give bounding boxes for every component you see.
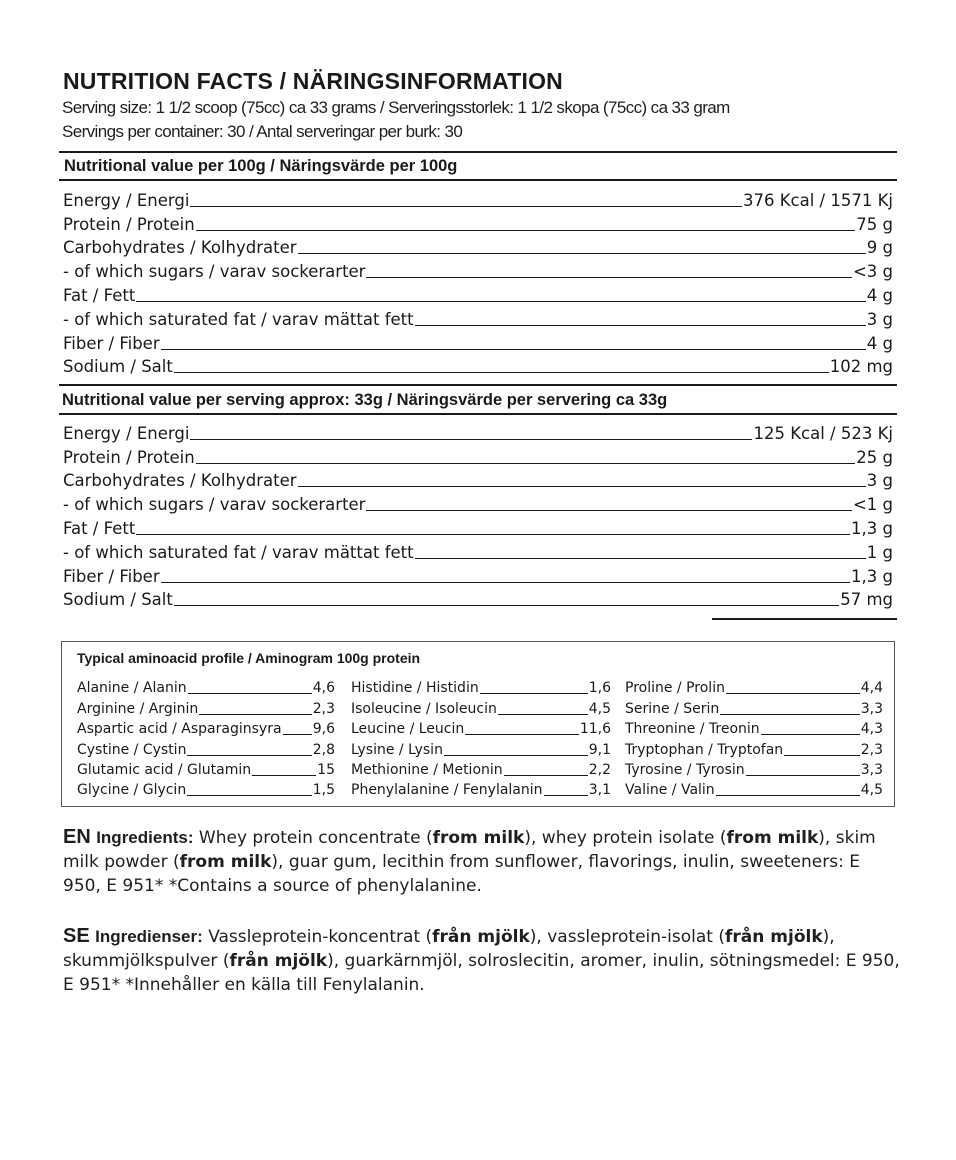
leader-line <box>784 755 860 756</box>
amino-column-1 <box>77 677 335 799</box>
aminoacid-row <box>625 718 883 738</box>
aminoacid-label: Isoleucine / Isoleucin <box>351 700 497 717</box>
leader-line <box>415 325 866 326</box>
nutrient-value: 1,3 g <box>851 566 893 586</box>
nutrient-value: 75 g <box>856 214 893 234</box>
nutrient-label: Fiber / Fiber <box>63 566 160 586</box>
nutrient-value: 57 mg <box>840 590 893 610</box>
allergen-highlight: från mjölk <box>229 951 328 971</box>
amino-column-3 <box>625 677 883 799</box>
aminoacid-value: 15 <box>317 761 335 778</box>
language-code-se: SE <box>63 925 90 947</box>
nutrient-row <box>63 353 893 377</box>
nutrient-row <box>63 586 893 610</box>
leader-line <box>136 301 865 302</box>
aminoacid-value: 1,6 <box>588 680 611 697</box>
allergen-highlight: från mjölk <box>432 927 530 947</box>
leader-line <box>190 439 752 440</box>
divider <box>59 179 897 181</box>
nutrient-row <box>63 467 893 491</box>
nutrient-row <box>63 562 893 586</box>
leader-line <box>190 206 742 207</box>
leader-line <box>720 714 859 715</box>
nutrient-value: 3 g <box>866 309 893 329</box>
divider <box>59 384 897 386</box>
aminoacid-value: 4,4 <box>860 680 883 697</box>
aminoacid-value: 1,5 <box>312 782 335 799</box>
leader-line <box>366 510 851 511</box>
leader-line <box>504 775 588 776</box>
aminoacid-row <box>351 738 611 758</box>
nutrient-row <box>63 305 893 329</box>
leader-line <box>161 582 850 583</box>
nutrient-label: - of which saturated fat / varav mättat fett <box>63 309 414 329</box>
aminoacid-label: Methionine / Metionin <box>351 761 503 778</box>
per-serving-table <box>63 419 893 609</box>
leader-line <box>174 605 839 606</box>
nutrient-row <box>63 234 893 258</box>
leader-line <box>188 693 312 694</box>
leader-line <box>174 372 829 373</box>
leader-line <box>283 734 312 735</box>
nutrient-label: Energy / Energi <box>63 423 190 443</box>
aminoacid-label: Tyrosine / Tyrosin <box>625 761 745 778</box>
aminoacid-label: Proline / Prolin <box>625 680 725 697</box>
leader-line <box>415 558 866 559</box>
aminoacid-row <box>351 677 611 697</box>
aminoacid-value: 11,6 <box>579 721 611 738</box>
aminoacid-row <box>351 759 611 779</box>
nutrient-label: Fat / Fett <box>63 518 136 538</box>
leader-line <box>196 463 856 464</box>
aminoacid-row <box>625 677 883 697</box>
ingredients-text: ), vassleprotein-isolat ( <box>529 927 725 947</box>
amino-column-2 <box>351 677 611 799</box>
ingredients-text: ), whey protein isolate ( <box>524 828 727 848</box>
nutrient-row <box>63 419 893 443</box>
serving-size: Serving size: 1 1/2 scoop (75cc) ca 33 grams / Serveringsstorlek: 1 1/2 skopa (75cc) ca 33 gram <box>62 98 730 117</box>
ingredients-text: Whey protein concentrate ( <box>193 828 433 848</box>
nutrient-row <box>63 443 893 467</box>
servings-per-container: Servings per container: 30 / Antal serveringar per burk: 30 <box>62 122 463 141</box>
nutrient-value: 125 Kcal / 523 Kj <box>753 423 893 443</box>
aminoacid-title: Typical aminoacid profile / Aminogram 100g protein <box>77 650 421 666</box>
aminoacid-label: Threonine / Treonin <box>625 721 760 738</box>
nutrient-label: Carbohydrates / Kolhydrater <box>63 471 297 491</box>
aminoacid-row <box>625 697 883 717</box>
nutrient-value: <3 g <box>852 262 893 282</box>
allergen-highlight: från mjölk <box>725 927 823 947</box>
per-serving-heading: Nutritional value per serving approx: 33g / Näringsvärde per servering ca 33g <box>62 391 668 409</box>
aminoacid-row <box>77 718 335 738</box>
nutrient-value: 4 g <box>866 333 893 353</box>
leader-line <box>298 253 866 254</box>
aminoacid-row <box>351 718 611 738</box>
nutrient-row <box>63 329 893 353</box>
leader-line <box>726 693 860 694</box>
aminoacid-label: Phenylalanine / Fenylalanin <box>351 782 543 799</box>
leader-line <box>298 486 866 487</box>
aminoacid-label: Arginine / Arginin <box>77 700 199 717</box>
nutrient-value: 25 g <box>856 447 893 467</box>
nutrient-value: 9 g <box>866 238 893 258</box>
aminoacid-row <box>77 779 335 799</box>
aminoacid-label: Tryptophan / Tryptofan <box>625 741 784 758</box>
aminoacid-row <box>625 759 883 779</box>
leader-line <box>444 755 588 756</box>
nutrient-value: 1,3 g <box>851 518 893 538</box>
leader-line <box>199 714 312 715</box>
allergen-highlight: from milk <box>432 828 525 848</box>
aminoacid-row <box>351 697 611 717</box>
aminoacid-label: Alanine / Alanin <box>77 680 187 697</box>
nutrient-row <box>63 490 893 514</box>
leader-line <box>465 734 579 735</box>
ingredients-en <box>63 825 903 898</box>
nutrient-value: 102 mg <box>829 357 893 377</box>
nutrient-label: Protein / Protein <box>63 447 195 467</box>
aminoacid-value: 2,8 <box>312 741 335 758</box>
allergen-highlight: from milk <box>179 852 272 872</box>
aminoacid-label: Valine / Valin <box>625 782 715 799</box>
aminoacid-row <box>351 779 611 799</box>
nutrient-value: 4 g <box>866 285 893 305</box>
leader-line <box>187 795 312 796</box>
aminoacid-value: 3,3 <box>860 700 883 717</box>
leader-line <box>161 349 866 350</box>
nutrient-row <box>63 514 893 538</box>
aminoacid-value: 9,1 <box>588 741 611 758</box>
divider <box>712 618 897 620</box>
ingredients-text: ), skim milk powder ( <box>63 828 876 872</box>
nutrient-label: - of which sugars / varav sockerarter <box>63 262 366 282</box>
ingredients-heading-se: Ingredienser: <box>95 927 203 946</box>
nutrient-label: Fiber / Fiber <box>63 333 160 353</box>
nutrient-label: Fat / Fett <box>63 285 136 305</box>
nutrient-row <box>63 186 893 210</box>
aminoacid-label: Glycine / Glycin <box>77 782 187 799</box>
aminoacid-label: Cystine / Cystin <box>77 741 187 758</box>
label-title: NUTRITION FACTS / NÄRINGSINFORMATION <box>63 68 563 94</box>
leader-line <box>366 277 851 278</box>
allergen-highlight: from milk <box>726 828 819 848</box>
aminoacid-row <box>625 779 883 799</box>
aminoacid-value: 4,6 <box>312 680 335 697</box>
aminoacid-row <box>77 738 335 758</box>
leader-line <box>544 795 588 796</box>
aminoacid-label: Glutamic acid / Glutamin <box>77 761 252 778</box>
nutrient-label: Carbohydrates / Kolhydrater <box>63 238 297 258</box>
ingredients-heading-en: Ingredients: <box>96 828 194 847</box>
nutrient-value: <1 g <box>852 495 893 515</box>
aminoacid-row <box>77 677 335 697</box>
aminoacid-value: 9,6 <box>312 721 335 738</box>
leader-line <box>716 795 860 796</box>
leader-line <box>252 775 316 776</box>
leader-line <box>746 775 860 776</box>
aminoacid-label: Lysine / Lysin <box>351 741 443 758</box>
nutrient-row <box>63 210 893 234</box>
aminoacid-value: 4,5 <box>860 782 883 799</box>
leader-line <box>498 714 588 715</box>
nutrient-row <box>63 538 893 562</box>
language-code-en: EN <box>63 826 91 848</box>
aminoacid-profile-box <box>61 641 895 807</box>
nutrient-row <box>63 257 893 281</box>
aminoacid-label: Histidine / Histidin <box>351 680 479 697</box>
ingredients-text: ), guarkärnmjöl, solroslecitin, aromer, inulin, sötningsmedel: E 950, E 951* *Innehåller en källa till Fenylalanin. <box>63 951 900 995</box>
ingredients-se <box>63 924 903 997</box>
nutrient-label: Energy / Energi <box>63 190 190 210</box>
per-100g-heading: Nutritional value per 100g / Näringsvärde per 100g <box>64 157 458 175</box>
aminoacid-row <box>625 738 883 758</box>
aminoacid-value: 4,3 <box>860 721 883 738</box>
leader-line <box>480 693 588 694</box>
aminoacid-row <box>77 697 335 717</box>
aminoacid-value: 2,3 <box>312 700 335 717</box>
aminoacid-value: 4,5 <box>588 700 611 717</box>
nutrient-label: Sodium / Salt <box>63 590 173 610</box>
aminoacid-value: 3,3 <box>860 761 883 778</box>
leader-line <box>136 534 850 535</box>
per-100g-table <box>63 186 893 376</box>
nutrient-label: - of which saturated fat / varav mättat fett <box>63 542 414 562</box>
aminoacid-value: 3,1 <box>588 782 611 799</box>
aminoacid-label: Leucine / Leucin <box>351 721 465 738</box>
nutrient-row <box>63 281 893 305</box>
nutrient-label: Sodium / Salt <box>63 357 173 377</box>
nutrient-label: - of which sugars / varav sockerarter <box>63 495 366 515</box>
ingredients-text: Vassleprotein-koncentrat ( <box>202 927 433 947</box>
divider <box>59 413 897 415</box>
nutrient-value: 376 Kcal / 1571 Kj <box>742 190 893 210</box>
leader-line <box>187 755 311 756</box>
aminoacid-label: Serine / Serin <box>625 700 720 717</box>
aminoacid-value: 2,3 <box>860 741 883 758</box>
nutrient-value: 3 g <box>866 471 893 491</box>
divider <box>59 151 897 153</box>
aminoacid-value: 2,2 <box>588 761 611 778</box>
leader-line <box>196 230 856 231</box>
ingredients-text: ), skummjölkspulver ( <box>63 927 835 971</box>
ingredients-text: ), guar gum, lecithin from sunflower, flavorings, inulin, sweeteners: E 950, E 951* *Contains a source of phenylalanine. <box>63 852 860 896</box>
leader-line <box>761 734 860 735</box>
nutrient-label: Protein / Protein <box>63 214 195 234</box>
aminoacid-row <box>77 759 335 779</box>
nutrient-value: 1 g <box>866 542 893 562</box>
aminoacid-label: Aspartic acid / Asparaginsyra <box>77 721 282 738</box>
